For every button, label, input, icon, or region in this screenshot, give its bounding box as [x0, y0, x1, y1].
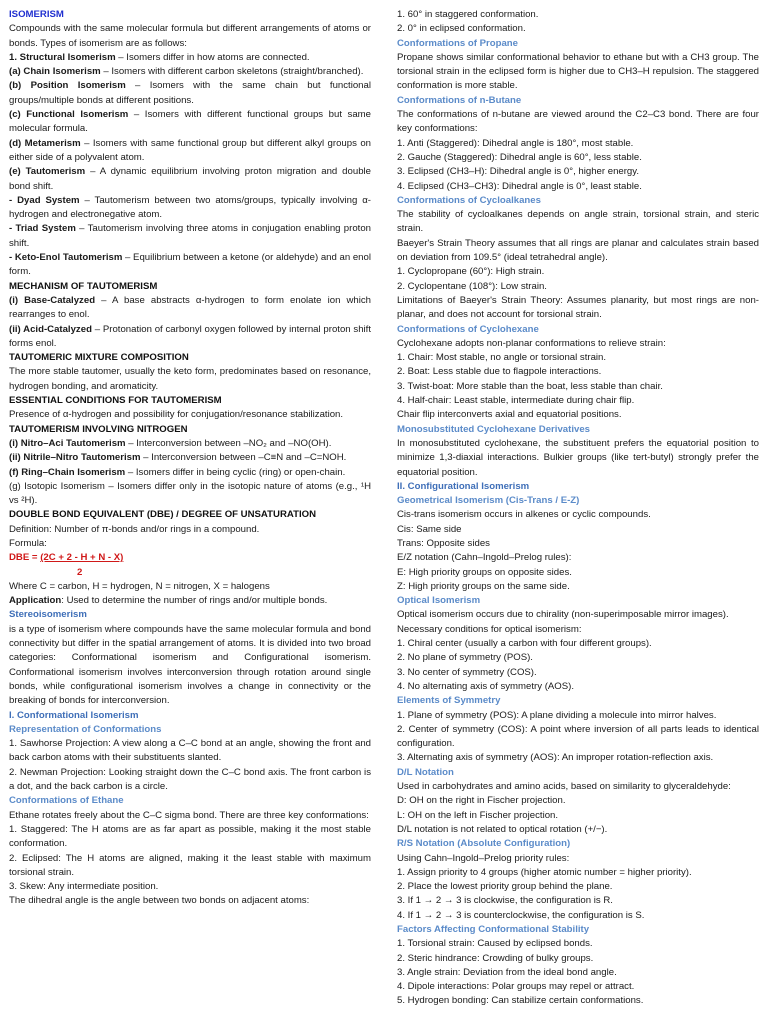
chain-isomerism: (a) Chain Isomerism – Isomers with different carbon skeletons (straight/branched). [9, 66, 364, 78]
conditions-heading: ESSENTIAL CONDITIONS FOR TAUTOMERISM [9, 395, 222, 407]
optical-conditions: Necessary conditions for optical isomerism: [397, 623, 582, 635]
monosubstituted-text: In monosubstituted cyclohexane, the substituent prefers the equatorial position to minimize 1,3-diaxial interactions. Bulkier groups (like tert-butyl) strongly prefer the equatorial position. [397, 437, 759, 478]
ethane-text: Ethane rotates freely about the C–C sigma bond. There are three key conformations: [9, 809, 369, 821]
dbe-application: Application: Used to determine the number of rings and/or multiple bonds. [9, 595, 328, 607]
hydrogen-bonding: 5. Hydrogen bonding: Can stabilize certain conformations. [397, 995, 644, 1007]
factors-heading: Factors Affecting Conformational Stability [397, 924, 590, 935]
stereo-text: is a type of isomerism where compounds have the same molecular formula and bond connectivity but differ in the spatial arrangement of atoms. It is divided into two broad categories: Conformational isomerism and Configurational isomerism. Conformational isomerism involves interconversion through rotation around single bonds, while configurational isomerism involves a change in connectivity or the breaking of bonds for interconversion. [9, 623, 371, 707]
monosubstituted-heading: Monosubstituted Cyclohexane Derivatives [397, 423, 590, 435]
dbe-heading: DOUBLE BOND EQUIVALENT (DBE) / DEGREE OF UNSATURATION [9, 509, 316, 521]
position-isomerism: (b) Position Isomerism – Isomers with the same chain but functional groups/multiple bonds at different positions. [9, 80, 371, 106]
dbe-formula: DBE = (2C + 2 - H + N - X) [9, 552, 124, 564]
chair-flip: Chair flip interconverts axial and equatorial positions. [397, 409, 622, 421]
formula-label: Formula: [9, 537, 47, 549]
dl-note: D/L notation is not related to optical rotation (+/−). [397, 823, 608, 835]
metamerism: (d) Metamerism – Isomers with same functional group but different alkyl groups on either side of a polyvalent atom. [9, 137, 371, 163]
propane-heading: Conformations of Propane [397, 37, 518, 49]
representation-heading: Representation of Conformations [9, 723, 162, 735]
geometrical-text: Cis-trans isomerism occurs in alkenes or cyclic compounds. [397, 509, 651, 521]
torsional-strain: 1. Torsional strain: Caused by eclipsed bonds. [397, 938, 593, 950]
rs-heading: R/S Notation (Absolute Configuration) [397, 838, 571, 850]
chiral-center: 1. Chiral center (usually a carbon with four different groups). [397, 638, 652, 650]
nitro-aci: (i) Nitro–Aci Tautomerism – Interconversion between –NO₂ and –NO(OH). [9, 437, 332, 449]
mixture-text: The more stable tautomer, usually the keto form, predominates based on resonance, hydrogen bonding, and aromaticity. [9, 366, 371, 392]
symmetry-heading: Elements of Symmetry [397, 695, 501, 707]
no-aos: 4. No alternating axis of symmetry (AOS). [397, 680, 575, 692]
keto-enol: - Keto-Enol Tautomerism – Equilibrium between a ketone (or aldehyde) and an enol form. [9, 252, 371, 278]
nitrile-nitro: (ii) Nitrile–Nitro Tautomerism – Interconversion between –C≡N and –C=NOH. [9, 452, 347, 464]
plane-of-symmetry: 1. Plane of symmetry (POS): A plane dividing a molecule into mirror halves. [397, 709, 717, 721]
ez-notation: E/Z notation (Cahn–Ingold–Prelog rules): [397, 552, 572, 564]
dihedral-eclipsed: 2. 0° in eclipsed conformation. [397, 23, 526, 35]
butane-anti: 1. Anti (Staggered): Dihedral angle is 180°, most stable. [397, 137, 634, 149]
rs-step-1: 1. Assign priority to 4 groups (higher atomic number = higher priority). [397, 866, 692, 878]
dipole-interactions: 4. Dipole interactions: Polar groups may repel or attract. [397, 981, 635, 993]
dl-d: D: OH on the right in Fischer projection. [397, 795, 566, 807]
butane-eclipsed-ch3-h: 3. Eclipsed (CH3–H): Dihedral angle is 0°, higher energy. [397, 166, 640, 178]
mechanism-heading: MECHANISM OF TAUTOMERISM [9, 280, 158, 292]
triad-system: - Triad System – Tautomerism involving three atoms in conjugation enabling proton shift. [9, 223, 371, 249]
stereo-heading: Stereoisomerism [9, 609, 87, 621]
no-pos: 2. No plane of symmetry (POS). [397, 652, 533, 664]
ethane-heading: Conformations of Ethane [9, 795, 124, 807]
configurational-heading: II. Configurational Isomerism [397, 480, 530, 492]
dbe-where: Where C = carbon, H = hydrogen, N = nitrogen, X = halogens [9, 580, 270, 592]
mixture-heading: TAUTOMERIC MIXTURE COMPOSITION [9, 352, 189, 364]
angle-strain: 3. Angle strain: Deviation from the ideal bond angle. [397, 966, 617, 978]
center-of-symmetry: 2. Center of symmetry (COS): A point where inversion of all parts leads to identical configuration. [397, 723, 759, 750]
butane-eclipsed-ch3-ch3: 4. Eclipsed (CH3–CH3): Dihedral angle is 0°, least stable. [397, 180, 642, 192]
cyclohexane-heading: Conformations of Cyclohexane [397, 323, 539, 335]
intro-paragraph: Compounds with the same molecular formula but different arrangements of atoms or bonds. Types of isomerism are as follows: [9, 23, 371, 49]
dihedral-staggered: 1. 60° in staggered conformation. [397, 9, 539, 20]
structural-isomerism: 1. Structural Isomerism – Isomers differ in how atoms are connected. [9, 51, 310, 63]
isotopic-isomerism: (g) Isotopic Isomerism – Isomers differ only in the isotopic nature of atoms (e.g., ¹H vs ²H). [9, 480, 371, 507]
cyclopentane: 2. Cyclopentane (108°): Low strain. [397, 280, 547, 292]
ethane-skew: 3. Skew: Any intermediate position. [9, 881, 159, 893]
baeyer-limitations: Limitations of Baeyer's Strain Theory: Assumes planarity, but most rings are non-planar, and does not account for torsional strain. [397, 294, 759, 321]
baeyer-theory: Baeyer's Strain Theory assumes that all rings are planar and calculates strain based on deviation from 109.5° (ideal tetrahedral angle). [397, 237, 759, 264]
rs-step-3: 3. If 1 → 2 → 3 is clockwise, the configuration is R. [397, 895, 613, 907]
page-title: ISOMERISM [9, 9, 64, 20]
cycloalkanes-heading: Conformations of Cycloalkanes [397, 194, 541, 206]
rs-text: Using Cahn–Ingold–Prelog priority rules: [397, 852, 570, 864]
acid-catalyzed: (ii) Acid-Catalyzed – Protonation of carbonyl oxygen followed by internal proton shift forms enol. [9, 323, 371, 349]
conditions-text: Presence of α-hydrogen and possibility for conjugation/resonance stabilization. [9, 409, 344, 421]
ethane-eclipsed: 2. Eclipsed: The H atoms are aligned, making it the least stable with maximum torsional strain. [9, 852, 371, 878]
cyclopropane: 1. Cyclopropane (60°): High strain. [397, 266, 545, 278]
butane-text: The conformations of n-butane are viewed around the C2–C3 bond. There are four key conformations: [397, 109, 759, 135]
geometrical-heading: Geometrical Isomerism (Cis-Trans / E-Z) [397, 495, 580, 507]
cyclohexane-twist-boat: 3. Twist-boat: More stable than the boat, less stable than chair. [397, 380, 663, 392]
ring-chain: (f) Ring–Chain Isomerism – Isomers differ in being cyclic (ring) or open-chain. [9, 466, 346, 478]
steric-hindrance: 2. Steric hindrance: Crowding of bulky groups. [397, 952, 594, 964]
z-definition: Z: High priority groups on the same side. [397, 580, 570, 592]
no-cos: 3. No center of symmetry (COS). [397, 666, 537, 678]
ethane-staggered: 1. Staggered: The H atoms are as far apart as possible, making it the most stable conformation. [9, 823, 371, 850]
cycloalkanes-text: The stability of cycloalkanes depends on angle strain, torsional strain, and steric strain. [397, 209, 759, 235]
dbe-definition: Definition: Number of π-bonds and/or rings in a compound. [9, 523, 260, 535]
base-catalyzed: (i) Base-Catalyzed – A base abstracts α-hydrogen to form enolate ion which rearranges to enol. [9, 294, 372, 321]
dl-text: Used in carbohydrates and amino acids, based on similarity to glyceraldehyde: [397, 781, 731, 793]
dyad-system: - Dyad System – Tautomerism between two atoms/groups, typically involving α-hydrogen and electronegative atom. [9, 194, 371, 221]
alternating-axis: 3. Alternating axis of symmetry (AOS): An improper rotation-reflection axis. [397, 752, 714, 764]
rs-step-2: 2. Place the lowest priority group behind the plane. [397, 881, 613, 893]
cyclohexane-chair: 1. Chair: Most stable, no angle or torsional strain. [397, 352, 607, 364]
e-definition: E: High priority groups on opposite sides. [397, 566, 572, 578]
optical-text: Optical isomerism occurs due to chirality (non-superimposable mirror images). [397, 609, 729, 621]
dbe-denominator: 2 [77, 566, 83, 578]
optical-heading: Optical Isomerism [397, 595, 481, 607]
dl-heading: D/L Notation [397, 766, 454, 778]
cyclohexane-boat: 2. Boat: Less stable due to flagpole interactions. [397, 366, 602, 378]
left-column [9, 8, 371, 909]
right-column [397, 8, 759, 1009]
functional-isomerism: (c) Functional Isomerism – Isomers with different functional groups but same molecular formula. [9, 109, 372, 135]
newman-projection: 2. Newman Projection: Looking straight down the C–C bond axis. The front carbon is a dot, and the back carbon is a circle. [9, 766, 371, 793]
tautomerism: (e) Tautomerism – A dynamic equilibrium involving proton migration and double bond shift. [9, 166, 371, 192]
sawhorse-projection: 1. Sawhorse Projection: A view along a C–C bond at an angle, showing the front and back carbon atoms with their substituents slanted. [9, 738, 371, 764]
dihedral-text: The dihedral angle is the angle between two bonds on adjacent atoms: [9, 895, 310, 907]
cyclohexane-text: Cyclohexane adopts non-planar conformations to relieve strain: [397, 337, 666, 349]
propane-text: Propane shows similar conformational behavior to ethane but with a CH3 group. The torsional strain in the eclipsed form is higher due to CH3–H repulsion. The staggered conformation is more stable. [397, 51, 759, 92]
nitrogen-heading: TAUTOMERISM INVOLVING NITROGEN [9, 423, 188, 435]
butane-gauche: 2. Gauche (Staggered): Dihedral angle is 60°, less stable. [397, 151, 642, 163]
cyclohexane-half-chair: 4. Half-chair: Least stable, intermediate during chair flip. [397, 395, 635, 407]
cis-definition: Cis: Same side [397, 523, 462, 535]
conformational-heading: I. Conformational Isomerism [9, 709, 139, 721]
rs-step-4: 4. If 1 → 2 → 3 is counterclockwise, the configuration is S. [397, 909, 645, 921]
trans-definition: Trans: Opposite sides [397, 537, 490, 549]
butane-heading: Conformations of n-Butane [397, 94, 522, 106]
dl-l: L: OH on the left in Fischer projection. [397, 809, 559, 821]
